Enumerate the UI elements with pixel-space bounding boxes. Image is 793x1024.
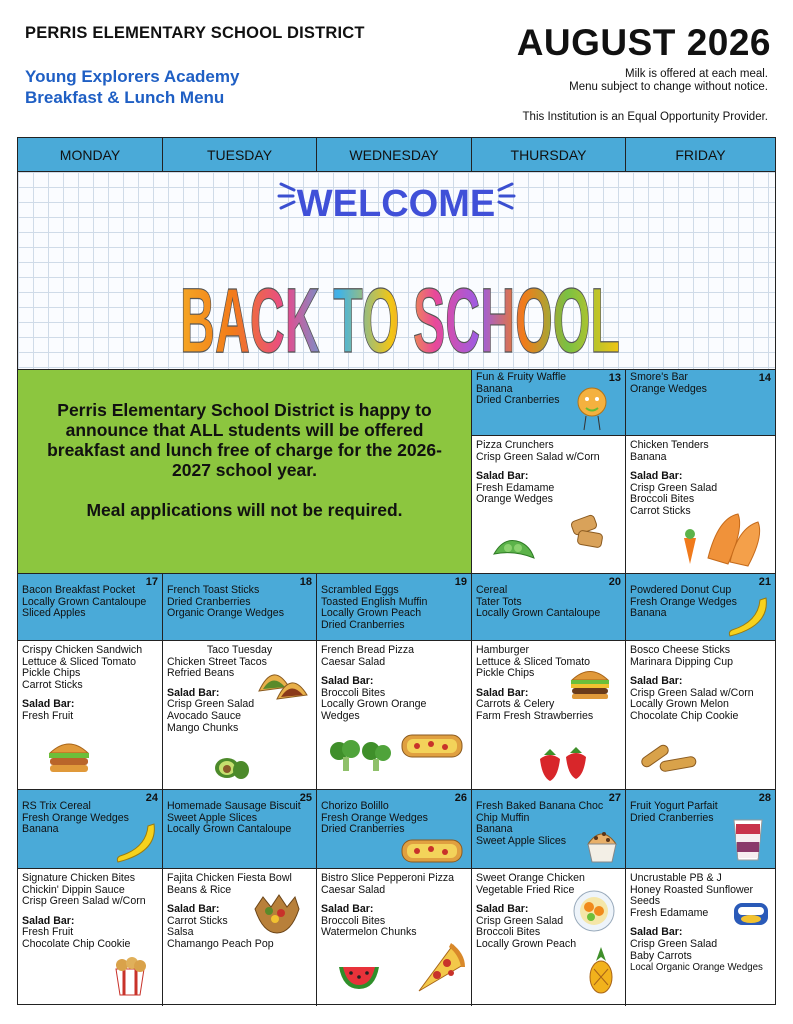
salad-item: Orange Wedges — [476, 493, 553, 506]
french-bread-pizza-icon — [399, 729, 465, 761]
salad-item: Crisp Green Salad — [167, 698, 255, 711]
breakfast-item: Toasted English Muffin — [321, 595, 428, 608]
breakfast-item: Locally Grown Cantaloupe — [22, 595, 147, 608]
breakfast-item: Organic Orange Wedges — [167, 607, 284, 620]
salad-item: Locally Grown Melon — [630, 698, 729, 711]
lunch-item: Bosco Cheese Sticks — [630, 644, 731, 656]
breakfast-item: Sweet Apple Slices — [167, 811, 258, 824]
pizza-slice-icon — [413, 941, 467, 997]
salad-bar-label: Salad Bar: — [167, 686, 220, 699]
breakfast-item: Locally Grown Peach — [321, 607, 422, 620]
day-cell-13 — [472, 370, 626, 574]
salad-bar-label: Salad Bar: — [476, 470, 529, 483]
parfait-icon — [730, 814, 766, 866]
breakfast-item: Orange Wedges — [630, 382, 707, 395]
lunch-item: French Bread Pizza — [321, 644, 415, 656]
lunch-section — [626, 869, 775, 1006]
salad-item: Chocolate Chip Cookie — [22, 937, 131, 950]
salad-item: Broccoli Bites — [630, 493, 695, 506]
salad-item: Local Organic Orange Wedges — [630, 962, 763, 974]
breakfast-item: Smore's Bar — [630, 371, 688, 383]
salad-item: Salsa — [167, 926, 194, 939]
lunch-item: Lettuce & Sliced Tomato — [22, 655, 137, 668]
breakfast-item: Fresh Orange Wedges — [630, 595, 737, 608]
breakfast-section — [18, 574, 162, 641]
announcement-text: Perris Elementary School District is happy to announce that ALL students will be offered breakfast and lunch free of charge for the 2026-2027 school year. — [47, 400, 442, 480]
salad-item: Farm Fresh Strawberries — [476, 709, 594, 722]
district-name: PERRIS ELEMENTARY SCHOOL DISTRICT — [25, 24, 365, 42]
lunch-item: Seeds — [630, 895, 661, 908]
salad-bar-label: Salad Bar: — [22, 914, 75, 927]
day-cell-21 — [626, 574, 775, 790]
day-cell-27 — [472, 790, 626, 1006]
lunch-section — [472, 869, 625, 1006]
date-number: 28 — [758, 792, 771, 804]
lunch-item: Signature Chicken Bites — [22, 872, 136, 884]
lunch-item: Chicken Tenders — [630, 439, 709, 451]
uncrustable-icon — [732, 899, 770, 929]
salad-item: Chamango Peach Pop — [167, 937, 274, 950]
lunch-section — [317, 869, 471, 1006]
date-number: 18 — [299, 576, 312, 588]
salad-item: Carrot Sticks — [167, 914, 228, 927]
lunch-item: Pickle Chips — [22, 667, 81, 680]
breakfast-section — [317, 574, 471, 641]
cheese-sticks-icon — [636, 743, 702, 777]
school-title — [25, 66, 239, 108]
date-number: 24 — [145, 792, 158, 804]
breakfast-item: Powdered Donut Cup — [630, 584, 732, 596]
muffin-icon — [582, 824, 622, 866]
breakfast-item: Dried Cranberries — [321, 823, 405, 836]
salad-item: Crisp Green Salad — [476, 914, 564, 927]
salad-item: Wedges — [321, 709, 360, 722]
day-header-wednesday: WEDNESDAY — [317, 138, 472, 172]
lunch-item: Honey Roasted Sunflower — [630, 883, 754, 896]
lunch-section — [163, 641, 316, 789]
breakfast-item: Banana — [630, 607, 667, 620]
salad-bar-label: Salad Bar: — [321, 675, 374, 688]
waffle-icon — [576, 384, 608, 434]
salad-item: Avocado Sauce — [167, 709, 242, 722]
banana-icon — [110, 820, 160, 866]
lunch-item: Caesar Salad — [321, 883, 386, 896]
breakfast-item: Dried Cranberries — [167, 595, 251, 608]
watermelon-icon — [337, 961, 381, 991]
breakfast-item: Dried Cranberries — [630, 811, 714, 824]
equal-opportunity-note: This Institution is an Equal Opportunity Provider. — [522, 111, 768, 123]
salad-bar-label: Salad Bar: — [630, 675, 683, 688]
date-number: 19 — [454, 576, 467, 588]
date-number: 20 — [608, 576, 621, 588]
lunch-item: Hamburger — [476, 644, 529, 656]
date-number: 14 — [758, 372, 771, 384]
date-number: 25 — [299, 792, 312, 804]
school-name: Young Explorers Academy — [25, 67, 240, 86]
lunch-section — [472, 436, 625, 573]
announcement-box — [18, 370, 472, 574]
salad-item: Locally Grown Orange — [321, 698, 427, 711]
breakfast-item: Locally Grown Cantaloupe — [476, 607, 601, 620]
lunch-item: Chicken Street Tacos — [167, 655, 267, 668]
salad-bar-label: Salad Bar: — [476, 903, 529, 916]
day-cell-25 — [163, 790, 317, 1006]
breakfast-item: Sliced Apples — [22, 607, 86, 620]
back-to-school-text: BACK TO SCHOOL — [180, 270, 620, 370]
hamburger-icon — [568, 665, 612, 701]
lunch-item: Banana — [630, 450, 667, 463]
breakfast-item: Fresh Baked Banana Choc — [476, 800, 604, 812]
salad-item: Watermelon Chunks — [321, 926, 417, 939]
salad-bar-label: Salad Bar: — [630, 926, 683, 939]
salad-item: Broccoli Bites — [321, 914, 386, 927]
breakfast-item: Dried Cranberries — [476, 394, 560, 407]
chicken-bites-icon — [110, 953, 150, 997]
day-cell-19 — [317, 574, 472, 790]
breakfast-item: Banana — [476, 382, 513, 395]
salad-bar-label: Salad Bar: — [22, 698, 75, 711]
salad-bar-label: Salad Bar: — [321, 903, 374, 916]
salad-item: Broccoli Bites — [321, 686, 386, 699]
breakfast-section — [472, 574, 625, 641]
lunch-section — [626, 641, 775, 789]
breakfast-section — [472, 790, 625, 869]
day-header-friday: FRIDAY — [626, 138, 775, 172]
menu-calendar — [17, 137, 776, 1005]
breakfast-item: Sweet Apple Slices — [476, 834, 567, 847]
lunch-section — [18, 641, 162, 789]
lunch-item: Crisp Green Salad w/Corn — [476, 450, 600, 463]
salad-bar-label: Salad Bar: — [476, 686, 529, 699]
day-cell-20 — [472, 574, 626, 790]
menu-notes — [569, 68, 768, 94]
salad-item: Crisp Green Salad w/Corn — [630, 686, 754, 699]
lunch-section — [626, 436, 775, 573]
day-cell-28 — [626, 790, 775, 1006]
breakfast-item: Fun & Fruity Waffle — [476, 371, 567, 383]
salad-item: Fresh Fruit — [22, 926, 74, 939]
breakfast-item: Bacon Breakfast Pocket — [22, 584, 136, 596]
day-header-monday: MONDAY — [18, 138, 163, 172]
lunch-item: Chickin' Dippin Sauce — [22, 883, 125, 896]
lunch-item: Lettuce & Sliced Tomato — [476, 655, 591, 668]
lunch-item: Fajita Chicken Fiesta Bowl — [167, 872, 292, 884]
date-number: 17 — [145, 576, 158, 588]
day-cell-26 — [317, 790, 472, 1006]
change-note: Menu subject to change without notice. — [569, 81, 768, 93]
salad-item: Broccoli Bites — [476, 926, 541, 939]
salad-item: Baby Carrots — [630, 949, 692, 962]
breakfast-section — [626, 370, 775, 436]
breakfast-item: RS Trix Cereal — [22, 800, 91, 812]
banner-art — [18, 172, 775, 370]
avocado-icon — [213, 753, 251, 781]
lunch-item: Vegetable Fried Rice — [476, 883, 575, 896]
strawberries-icon — [536, 747, 596, 783]
date-number: 21 — [758, 576, 771, 588]
lunch-item: Bistro Slice Pepperoni Pizza — [321, 872, 455, 884]
lunch-item: Beans & Rice — [167, 883, 232, 896]
lunch-theme: Taco Tuesday — [206, 644, 273, 656]
salad-item: Locally Grown Peach — [476, 937, 577, 950]
day-cell-18 — [163, 574, 317, 790]
salad-item: Crisp Green Salad — [630, 481, 718, 494]
breakfast-item: Fresh Orange Wedges — [22, 811, 129, 824]
breakfast-section — [163, 790, 316, 869]
milk-note: Milk is offered at each meal. — [625, 68, 768, 80]
lunch-item: Crisp Green Salad w/Corn — [22, 895, 146, 908]
breakfast-item: Tater Tots — [476, 595, 522, 608]
fiesta-bowl-icon — [251, 893, 303, 937]
salad-item: Fresh Edamame — [476, 481, 555, 494]
breakfast-section — [472, 370, 625, 436]
tacos-icon — [255, 661, 311, 705]
menu-title: Breakfast & Lunch Menu — [25, 88, 225, 107]
salad-item: Carrot Sticks — [630, 504, 691, 517]
date-number: 13 — [608, 372, 621, 384]
orange-chicken-rice-icon — [572, 889, 616, 933]
breakfast-item: Chip Muffin — [476, 811, 530, 824]
welcome-text: WELCOME — [296, 183, 496, 225]
breakfast-item: Banana — [476, 823, 513, 836]
breakfast-item: Chorizo Bolillo — [321, 800, 389, 812]
breakfast-item: Cereal — [476, 584, 508, 596]
lunch-item: Sweet Orange Chicken — [476, 872, 585, 884]
peach-icon — [586, 945, 616, 997]
chicken-tenders-icon — [678, 508, 768, 570]
sparkle-left-icon — [279, 184, 294, 208]
broccoli-icon — [327, 739, 393, 775]
edamame-icon — [490, 528, 538, 564]
lunch-item: Fresh Edamame — [630, 906, 709, 919]
lunch-item: Crispy Chicken Sandwich — [22, 644, 143, 656]
salad-item: Crisp Green Salad — [630, 937, 718, 950]
breakfast-item: Dried Cranberries — [321, 618, 405, 631]
breakfast-section — [317, 790, 471, 869]
day-cell-24 — [18, 790, 163, 1006]
sparkle-right-icon — [499, 184, 514, 208]
breakfast-item: French Toast Sticks — [167, 584, 260, 596]
lunch-item: Marinara Dipping Cup — [630, 655, 734, 668]
month-title: AUGUST 2026 — [516, 22, 771, 63]
breakfast-item: Fresh Orange Wedges — [321, 811, 428, 824]
lunch-section — [317, 641, 471, 789]
day-header-thursday: THURSDAY — [472, 138, 626, 172]
date-number: 26 — [454, 792, 467, 804]
breakfast-section — [626, 574, 775, 641]
salad-bar-label: Salad Bar: — [167, 903, 220, 916]
banana-icon — [722, 594, 772, 640]
day-cell-14 — [626, 370, 775, 574]
breakfast-item: Homemade Sausage Biscuit — [167, 800, 301, 812]
chicken-sandwich-icon — [46, 737, 92, 775]
lunch-section — [163, 869, 316, 1006]
lunch-item: Refried Beans — [167, 667, 235, 680]
breakfast-item: Banana — [22, 823, 59, 836]
announcement-note: Meal applications will not be required. — [86, 500, 403, 520]
breakfast-item: Scrambled Eggs — [321, 584, 399, 596]
salad-bar-label: Salad Bar: — [630, 470, 683, 483]
day-cell-17 — [18, 574, 163, 790]
lunch-section — [472, 641, 625, 789]
salad-item: Chocolate Chip Cookie — [630, 709, 739, 722]
lunch-section — [18, 869, 162, 1006]
breakfast-item: Fruit Yogurt Parfait — [630, 800, 718, 812]
date-number: 27 — [608, 792, 621, 804]
breakfast-item: Locally Grown Cantaloupe — [167, 823, 292, 836]
lunch-item: Carrot Sticks — [22, 678, 83, 691]
breakfast-section — [626, 790, 775, 869]
lunch-item: Caesar Salad — [321, 655, 386, 668]
breakfast-section — [18, 790, 162, 869]
bolillo-pizza-icon — [399, 834, 465, 866]
day-header-tuesday: TUESDAY — [163, 138, 317, 172]
pizza-crunchers-icon — [568, 508, 608, 554]
salad-item: Mango Chunks — [167, 721, 239, 734]
salad-item: Carrots & Celery — [476, 698, 555, 711]
back-to-school-banner — [18, 172, 775, 370]
salad-item: Fresh Fruit — [22, 709, 74, 722]
lunch-item: Pizza Crunchers — [476, 439, 554, 451]
lunch-item: Pickle Chips — [476, 667, 535, 680]
lunch-item: Uncrustable PB & J — [630, 872, 722, 884]
breakfast-section — [163, 574, 316, 641]
